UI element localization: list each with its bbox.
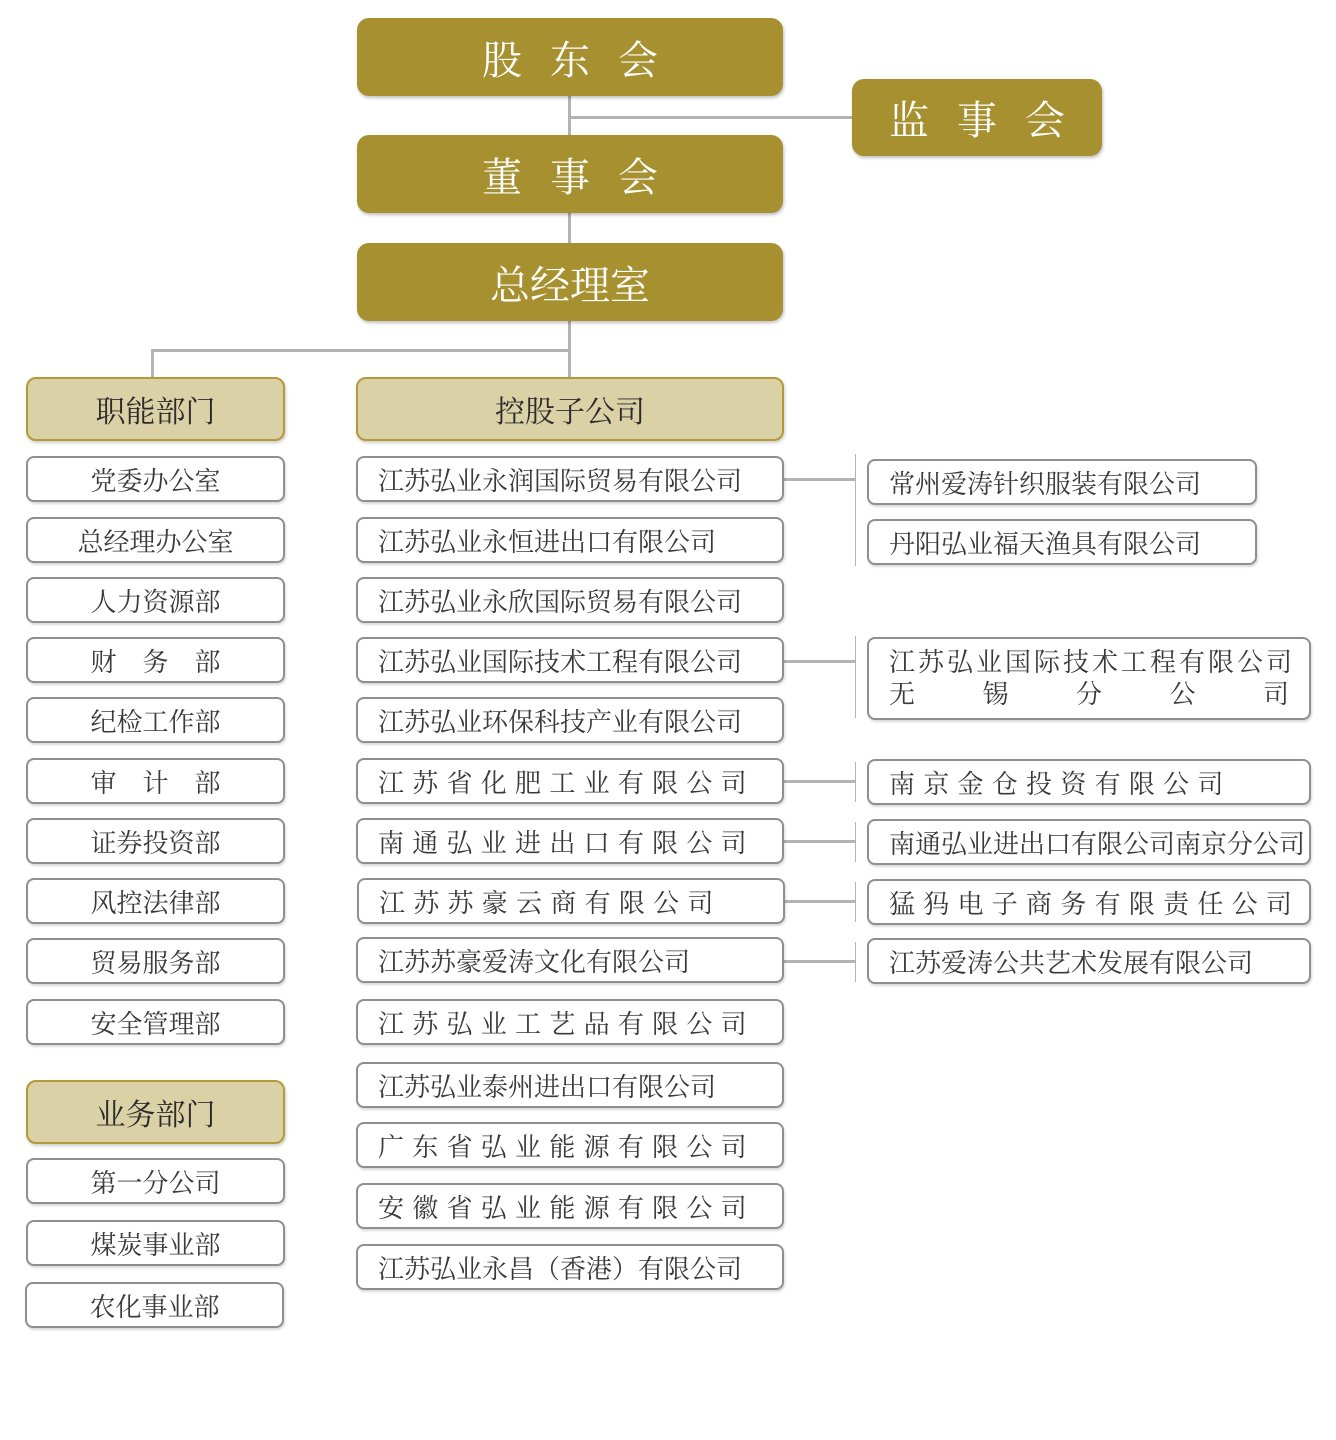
business-departments-header: 业务部门: [26, 1080, 285, 1144]
subsidiary-fertilizer: 江 苏 省 化 肥 工 业 有 限 公 司: [356, 758, 784, 804]
department-party-committee-office: 党委办公室: [26, 456, 285, 502]
shareholders-meeting-box: 股东会: [357, 18, 783, 96]
sub-aitao-public-art: 江苏爱涛公共艺术发展有限公司: [867, 938, 1311, 984]
department-audit: 审 计 部: [26, 758, 285, 804]
sub-mammoth-ecommerce: 猛 犸 电 子 商 务 有 限 责 任 公 司: [867, 879, 1311, 925]
connector-aitao-h: [783, 960, 855, 963]
sub-changzhou-aitao: 常州爱涛针织服装有限公司: [867, 459, 1257, 505]
subsidiary-yongrun: 江苏弘业永润国际贸易有限公司: [356, 456, 784, 502]
department-gm-office: 总经理办公室: [26, 517, 285, 563]
connector-nantong-v: [855, 822, 856, 862]
subsidiary-nantong: 南 通 弘 业 进 出 口 有 限 公 司: [356, 818, 784, 864]
sub-tech-engineering-wuxi-line1: 江苏弘业国际技术工程有限公司: [889, 647, 1296, 678]
connector-yunshang-v: [855, 882, 856, 922]
connector-tech-v: [855, 636, 856, 718]
subsidiary-yongheng: 江苏弘业永恒进出口有限公司: [356, 517, 784, 563]
connector-fertilizer-v: [855, 762, 856, 802]
connector-supervisors: [568, 116, 854, 119]
board-of-supervisors-box: 监事会: [852, 79, 1102, 156]
sub-tech-engineering-wuxi: [867, 637, 1311, 720]
business-first-branch: 第一分公司: [26, 1158, 285, 1204]
connector-gm-horizontal: [151, 349, 571, 352]
connector-tech-h: [783, 660, 855, 663]
connector-yongrun-v: [855, 454, 856, 566]
department-human-resources: 人力资源部: [26, 577, 285, 623]
connector-nantong-h: [783, 840, 855, 843]
subsidiary-suhao-aitao: 江苏苏豪爱涛文化有限公司: [356, 937, 784, 983]
connector-board-gm: [568, 212, 571, 245]
subsidiary-tech-engineering: 江苏弘业国际技术工程有限公司: [356, 637, 784, 683]
sub-danyang-futian: 丹阳弘业福天渔具有限公司: [867, 519, 1257, 565]
subsidiary-yongxin: 江苏弘业永欣国际贸易有限公司: [356, 577, 784, 623]
sub-nanjing-jincang: 南 京 金 仓 投 资 有 限 公 司: [867, 759, 1311, 805]
connector-aitao-v: [855, 942, 856, 982]
department-discipline-inspection: 纪检工作部: [26, 697, 285, 743]
sub-nantong-nanjing-branch: 南通弘业进出口有限公司南京分公司: [867, 819, 1311, 865]
sub-tech-engineering-wuxi-line2: 无 锡 分 公 司: [889, 679, 1289, 710]
subsidiary-environmental-tech: 江苏弘业环保科技产业有限公司: [356, 697, 784, 743]
connector-fertilizer-h: [783, 780, 855, 783]
connector-yongrun-h: [783, 478, 855, 481]
subsidiary-crafts: 江 苏 弘 业 工 艺 品 有 限 公 司: [356, 999, 784, 1045]
department-securities-investment: 证券投资部: [26, 818, 285, 864]
subsidiary-anhui-energy: 安 徽 省 弘 业 能 源 有 限 公 司: [356, 1183, 784, 1229]
connector-yunshang-h: [785, 900, 855, 903]
subsidiaries-header: 控股子公司: [356, 377, 784, 441]
subsidiary-yongchang-hk: 江苏弘业永昌（香港）有限公司: [356, 1244, 784, 1290]
subsidiary-taizhou: 江苏弘业泰州进出口有限公司: [356, 1062, 784, 1108]
department-trade-services: 贸易服务部: [26, 938, 285, 984]
subsidiary-guangdong-energy: 广 东 省 弘 业 能 源 有 限 公 司: [356, 1122, 784, 1168]
general-manager-office-box: 总经理室: [357, 243, 783, 321]
business-coal-division: 煤炭事业部: [26, 1220, 285, 1266]
subsidiary-suhao-yunshang: 江 苏 苏 豪 云 商 有 限 公 司: [357, 878, 785, 924]
connector-functional-down: [151, 349, 154, 379]
functional-departments-header: 职能部门: [26, 377, 285, 441]
department-safety-management: 安全管理部: [26, 999, 285, 1045]
department-risk-legal: 风控法律部: [26, 878, 285, 924]
department-finance: 财 务 部: [26, 637, 285, 683]
board-of-directors-box: 董事会: [357, 135, 783, 213]
business-agrochemical-division: 农化事业部: [25, 1282, 284, 1328]
